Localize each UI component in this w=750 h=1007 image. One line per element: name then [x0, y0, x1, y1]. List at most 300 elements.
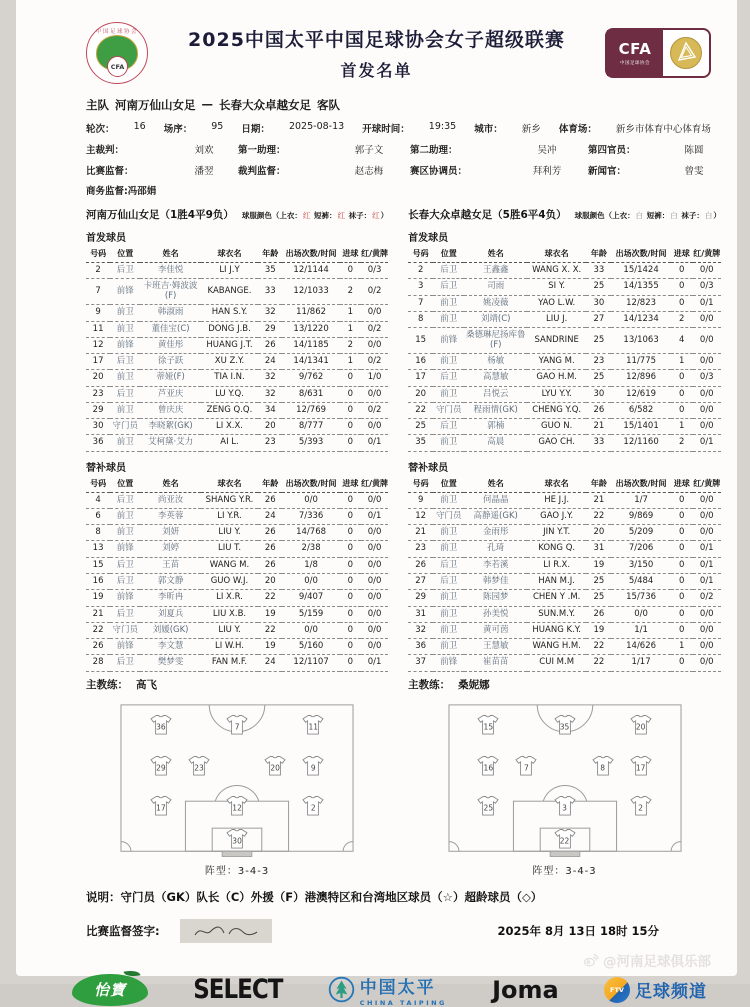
player-cell: 26	[258, 525, 282, 541]
player-cell: 后卫	[110, 386, 140, 402]
player-cell: 24	[258, 354, 282, 370]
player-cell: 李昕冉	[140, 590, 200, 606]
player-cell: 刘夏兵	[140, 606, 200, 622]
player-cell: 2	[408, 263, 433, 279]
player-cell: 8	[408, 311, 433, 327]
field-value: 吴冲	[537, 145, 557, 156]
player-cell: 1	[340, 354, 361, 370]
player-cell: 0/0	[693, 492, 721, 508]
player-cell: 0	[671, 606, 693, 622]
player-cell: LU Y.Q.	[201, 386, 258, 402]
player-cell: 15/1424	[611, 263, 670, 279]
player-cell: 0	[340, 435, 361, 451]
column-header: 球衣名	[201, 246, 258, 263]
player-cell: LIU Y.	[201, 622, 258, 638]
signature-row	[86, 919, 711, 943]
player-row	[86, 639, 388, 655]
field-value: 拜利芳	[532, 166, 562, 177]
player-cell: SHANG Y.R.	[201, 492, 258, 508]
player-cell: 0	[340, 386, 361, 402]
field-value: 曾雯	[684, 166, 704, 177]
player-cell: 0/0	[693, 525, 721, 541]
kit-label: 短裤：	[644, 211, 670, 220]
badge-cfa-text: CFA	[110, 62, 125, 71]
player-cell: 26	[258, 541, 282, 557]
player-cell: 2/38	[282, 541, 339, 557]
player-cell: 0	[671, 295, 693, 311]
player-cell: 12/1144	[282, 263, 339, 279]
player-cell: 11	[86, 321, 110, 337]
formation-jersey-7	[225, 715, 249, 736]
player-cell: 12/769	[282, 402, 339, 418]
column-header: 出场次数/时间	[282, 246, 339, 263]
kit-label: 球服颜色（上衣：	[574, 211, 635, 220]
player-cell: 23	[586, 354, 611, 370]
player-row	[408, 557, 721, 573]
player-cell: 21	[408, 525, 433, 541]
jersey-number: 20	[270, 763, 280, 773]
player-row	[86, 279, 388, 305]
sponsor-select-logo: SELECT	[193, 974, 283, 1005]
formation-jersey-23	[187, 755, 211, 776]
player-cell: 0/0	[611, 606, 670, 622]
player-cell: 0	[671, 402, 693, 418]
player-cell: 31	[586, 541, 611, 557]
cfa-logo-text: CFA	[618, 40, 652, 58]
player-cell: 郭文静	[140, 574, 200, 590]
field-value: 95	[211, 121, 224, 132]
player-cell: 1	[671, 419, 693, 435]
player-cell: 卡班吉·姆波波(F)	[140, 279, 200, 305]
player-cell: 芦亚庆	[140, 386, 200, 402]
player-cell: CUI M.M	[527, 655, 586, 671]
player-cell: 22	[586, 508, 611, 524]
column-header: 进球	[340, 476, 361, 493]
player-row	[408, 541, 721, 557]
player-cell: 0/0	[361, 574, 388, 590]
player-cell: 0/0	[361, 557, 388, 573]
player-cell: 高慧敏	[464, 370, 527, 386]
jersey-number: 9	[310, 763, 316, 773]
player-cell: 26	[258, 557, 282, 573]
player-cell: 2	[671, 435, 693, 451]
player-cell: 27	[586, 311, 611, 327]
player-cell: HAN M.J.	[527, 574, 586, 590]
player-cell: 孙美悦	[464, 606, 527, 622]
player-cell: 12/619	[611, 386, 670, 402]
column-header: 姓名	[464, 476, 527, 493]
player-cell: 0/0	[361, 492, 388, 508]
player-cell: 0/0	[693, 263, 721, 279]
player-cell: 25	[408, 419, 433, 435]
officials-row-2	[86, 163, 711, 177]
player-cell: GAO J.Y.	[527, 508, 586, 524]
player-cell: 25	[586, 590, 611, 606]
player-cell: SI Y.	[527, 279, 586, 295]
player-cell: 20	[586, 525, 611, 541]
player-cell: KONG Q.	[527, 541, 586, 557]
player-cell: 1	[671, 354, 693, 370]
player-cell: 李若溪	[464, 557, 527, 573]
player-cell: HUANG K.Y.	[527, 622, 586, 638]
player-cell: 4	[671, 328, 693, 354]
player-cell: 22	[86, 622, 110, 638]
column-header: 号码	[86, 476, 110, 493]
player-cell: 0/1	[693, 541, 721, 557]
player-row	[408, 590, 721, 606]
jersey-number: 20	[635, 722, 646, 732]
watermark-text: @河南足球俱乐部	[603, 954, 711, 970]
player-cell: 0	[340, 402, 361, 418]
jersey-number: 3	[562, 803, 567, 813]
player-cell: 0	[671, 508, 693, 524]
player-cell: 前锋	[110, 541, 140, 557]
field-label: 比赛监督：	[86, 166, 134, 177]
yibao-text: 怡寶	[93, 981, 126, 1000]
player-cell: 0	[671, 263, 693, 279]
gold-emblem-icon	[663, 30, 709, 76]
player-cell: 董佳宝(C)	[140, 321, 200, 337]
player-cell: 12/896	[611, 370, 670, 386]
player-cell: 0	[671, 622, 693, 638]
player-cell: 0	[340, 639, 361, 655]
away-team-header	[408, 207, 721, 222]
player-cell: ZENG Q.Q.	[201, 402, 258, 418]
taiping-tree-icon	[328, 976, 355, 1003]
player-cell: 22	[586, 655, 611, 671]
field-value: 19:35	[428, 121, 457, 132]
home-starters-table	[86, 246, 388, 452]
player-cell: LI J.Y	[201, 263, 258, 279]
player-cell: 0	[340, 492, 361, 508]
player-cell: 前锋	[433, 655, 464, 671]
player-cell: 22	[258, 622, 282, 638]
player-cell: HAN S.Y.	[201, 305, 258, 321]
kit-shirt-color: 白	[635, 211, 644, 220]
table-header-row	[408, 476, 721, 493]
formation-jersey-9	[301, 755, 325, 776]
player-row	[408, 639, 721, 655]
player-cell: 0/0	[361, 606, 388, 622]
player-cell: 前卫	[433, 435, 464, 451]
jersey-number: 15	[483, 722, 494, 732]
jersey-number: 25	[483, 803, 494, 813]
kit-shirt-color: 红	[302, 211, 311, 220]
column-header: 位置	[433, 476, 464, 493]
player-cell: LIU J.	[527, 311, 586, 327]
player-cell: 后卫	[110, 655, 140, 671]
player-cell: 33	[586, 263, 611, 279]
field-label: 新闻官：	[588, 166, 627, 177]
formation-jersey-17	[629, 755, 653, 776]
column-header: 号码	[86, 246, 110, 263]
player-cell: 0/0	[361, 622, 388, 638]
player-cell: LIU T.	[201, 541, 258, 557]
jersey-number: 17	[635, 763, 646, 773]
match-info-row	[86, 121, 711, 135]
player-cell: 0	[340, 606, 361, 622]
formation-jersey-25	[476, 796, 500, 817]
player-cell: 后卫	[110, 606, 140, 622]
player-cell: 前卫	[110, 435, 140, 451]
player-cell: 前卫	[433, 606, 464, 622]
player-cell: 24	[258, 508, 282, 524]
ftv-channel-text: 足球频道	[634, 982, 707, 1003]
player-cell: 何晶晶	[464, 492, 527, 508]
player-cell: 13/1063	[611, 328, 670, 354]
jersey-number: 23	[194, 763, 204, 773]
column-header: 年龄	[586, 246, 611, 263]
player-cell: 黄佳彤	[140, 337, 200, 353]
player-cell: 14/1234	[611, 311, 670, 327]
player-cell: 14/768	[282, 525, 339, 541]
player-cell: WANG X. X.	[527, 263, 586, 279]
player-cell: 37	[408, 655, 433, 671]
player-cell: 9	[86, 305, 110, 321]
player-cell: 尚亚汝	[140, 492, 200, 508]
player-cell: 刘妍	[140, 525, 200, 541]
kit-socks-color: 红	[372, 211, 380, 220]
column-header: 年龄	[258, 476, 282, 493]
player-cell: 6/582	[611, 402, 670, 418]
player-cell: 23	[258, 435, 282, 451]
player-cell: GUO W.J.	[201, 574, 258, 590]
away-label: 客队	[317, 98, 340, 112]
player-cell: 0/1	[693, 557, 721, 573]
player-cell: SANDRINE	[527, 328, 586, 354]
player-cell: 0/2	[361, 402, 388, 418]
player-cell: 后卫	[433, 574, 464, 590]
player-cell: 9/869	[611, 508, 670, 524]
player-cell: 0/0	[693, 402, 721, 418]
player-cell: 2	[340, 279, 361, 305]
player-cell: 6	[86, 508, 110, 524]
player-cell: LI X.X.	[201, 419, 258, 435]
player-cell: 14/1341	[282, 354, 339, 370]
player-cell: 前锋	[110, 337, 140, 353]
player-cell: 0/3	[693, 370, 721, 386]
field-label: 体育场：	[558, 124, 597, 135]
player-cell: 高静遥(GK)	[464, 508, 527, 524]
player-row	[86, 525, 388, 541]
player-cell: 7	[86, 279, 110, 305]
player-cell: 前卫	[110, 370, 140, 386]
jersey-number: 7	[524, 763, 529, 773]
player-cell: AI L.	[201, 435, 258, 451]
column-header: 年龄	[258, 246, 282, 263]
sponsor-china-taiping-logo	[328, 973, 447, 1007]
player-row	[86, 337, 388, 353]
player-cell: 5/393	[282, 435, 339, 451]
player-cell: 后卫	[110, 492, 140, 508]
player-cell: 0	[340, 370, 361, 386]
coach-label: 主教练：	[86, 678, 128, 691]
player-cell: 21	[586, 492, 611, 508]
player-cell: LIU Y.	[201, 525, 258, 541]
player-cell: 前卫	[110, 321, 140, 337]
player-cell: 孔琦	[464, 541, 527, 557]
player-cell: 0	[340, 525, 361, 541]
player-cell: 0	[340, 541, 361, 557]
player-cell: 13/1220	[282, 321, 339, 337]
home-subs-label: 替补球员	[86, 462, 126, 474]
player-row	[86, 541, 388, 557]
player-cell: 桑德琳尼扬库鲁(F)	[464, 328, 527, 354]
player-cell: 12/1160	[611, 435, 670, 451]
player-cell: 0	[671, 525, 693, 541]
player-cell: 15/736	[611, 590, 670, 606]
player-cell: GAO CH.	[527, 435, 586, 451]
player-row	[86, 574, 388, 590]
player-cell: 0/0	[361, 337, 388, 353]
player-row	[86, 435, 388, 451]
column-header: 球衣名	[527, 476, 586, 493]
player-row	[86, 321, 388, 337]
player-cell: 19	[586, 557, 611, 573]
jersey-number: 16	[483, 763, 494, 773]
column-header: 红/黄牌	[361, 246, 388, 263]
player-cell: 后卫	[433, 557, 464, 573]
formation-jersey-35	[553, 715, 577, 736]
player-cell: 1/17	[611, 655, 670, 671]
player-cell: 30	[586, 386, 611, 402]
player-cell: 23	[86, 386, 110, 402]
player-cell: LIU X.B.	[201, 606, 258, 622]
player-cell: 前卫	[433, 639, 464, 655]
home-formation-pitch	[118, 702, 356, 858]
player-cell: 8/777	[282, 419, 339, 435]
signature-image	[180, 919, 272, 943]
player-cell: 22	[258, 590, 282, 606]
player-cell: 李晓絮(GK)	[140, 419, 200, 435]
field-value: 新乡	[521, 124, 541, 135]
player-cell: 后卫	[433, 279, 464, 295]
player-cell: 0/1	[361, 655, 388, 671]
player-cell: 26	[258, 492, 282, 508]
player-cell: 12/823	[611, 295, 670, 311]
teams-section	[86, 207, 721, 877]
player-cell: 0/0	[693, 354, 721, 370]
player-cell: 12/1107	[282, 655, 339, 671]
ftv-globe-icon	[604, 977, 630, 1003]
player-cell: 3	[408, 279, 433, 295]
player-cell: 1	[340, 305, 361, 321]
player-cell: 26	[586, 606, 611, 622]
player-row	[86, 402, 388, 418]
player-cell: 前锋	[433, 328, 464, 354]
cfa-logo-right	[605, 28, 711, 78]
player-cell: 0	[340, 263, 361, 279]
player-row	[86, 263, 388, 279]
player-cell: 崔苗苗	[464, 655, 527, 671]
player-cell: 0/2	[361, 321, 388, 337]
player-cell: 后卫	[110, 354, 140, 370]
player-cell: 23	[408, 541, 433, 557]
player-cell: 前卫	[433, 541, 464, 557]
formation-jersey-2	[629, 796, 653, 817]
away-coach-line	[408, 677, 721, 692]
player-row	[408, 492, 721, 508]
home-coach-line	[86, 677, 388, 692]
formation-jersey-20	[263, 755, 287, 776]
player-cell: 20	[86, 370, 110, 386]
player-row	[408, 508, 721, 524]
sponsor-yibao-logo	[72, 974, 148, 1006]
player-cell: LI Y.R.	[201, 508, 258, 524]
jersey-number: 36	[156, 722, 166, 732]
player-cell: 24	[258, 655, 282, 671]
field-value: 潘翌	[194, 166, 214, 177]
cfa-badge-left	[86, 22, 148, 84]
player-cell: 艾柯黛·艾力	[140, 435, 200, 451]
player-cell: 17	[408, 370, 433, 386]
player-row	[86, 354, 388, 370]
field-label: 日期：	[241, 124, 270, 135]
player-cell: 30	[586, 295, 611, 311]
player-cell: 0/1	[693, 295, 721, 311]
player-cell: 14/1185	[282, 337, 339, 353]
page-title: 2025中国太平中国足球协会女子超级联赛	[188, 29, 565, 51]
player-row	[408, 263, 721, 279]
player-cell: 前卫	[433, 590, 464, 606]
player-cell: SUN.M.Y.	[527, 606, 586, 622]
player-cell: LI W.H.	[201, 639, 258, 655]
paper	[16, 0, 737, 1007]
sponsor-ftv-logo	[604, 977, 707, 1003]
player-row	[408, 354, 721, 370]
jersey-number: 35	[559, 722, 570, 732]
field-label: 第二助理：	[410, 145, 458, 156]
field-label: 轮次：	[86, 124, 115, 135]
column-header: 姓名	[140, 246, 200, 263]
jersey-number: 17	[156, 803, 166, 813]
player-cell: 后卫	[110, 574, 140, 590]
kit-socks-color: 白	[704, 211, 713, 220]
home-team-column	[86, 207, 388, 877]
player-cell: 36	[86, 435, 110, 451]
player-cell: 后卫	[110, 557, 140, 573]
player-cell: 8	[86, 525, 110, 541]
player-cell: 7/336	[282, 508, 339, 524]
page-subtitle: 首发名单	[340, 61, 413, 80]
player-cell: 25	[586, 370, 611, 386]
home-starters-label: 首发球员	[86, 233, 126, 244]
player-row	[86, 606, 388, 622]
column-header: 出场次数/时间	[611, 246, 670, 263]
player-cell: 李英蓉	[140, 508, 200, 524]
player-cell: 前卫	[433, 492, 464, 508]
player-cell: CHENG Y.Q.	[527, 402, 586, 418]
player-cell: 前卫	[433, 311, 464, 327]
business-supervisor: 商务监督:冯邵娟	[86, 186, 157, 197]
player-row	[408, 279, 721, 295]
away-subs-label: 替补球员	[408, 462, 449, 474]
field-label: 第一助理：	[238, 145, 286, 156]
field-value: 16	[133, 121, 146, 132]
player-cell: YANG M.	[527, 354, 586, 370]
column-header: 位置	[110, 476, 140, 493]
coach-label: 主教练：	[408, 678, 451, 691]
player-cell: 前卫	[110, 402, 140, 418]
column-header: 姓名	[140, 476, 200, 493]
player-row	[408, 370, 721, 386]
player-cell: 李文慧	[140, 639, 200, 655]
badge-football-icon	[107, 56, 128, 77]
player-cell: 2	[86, 263, 110, 279]
signature-datetime: 2025年 8月 13日 18时 15分	[497, 923, 659, 938]
jersey-number: 2	[638, 803, 644, 813]
player-cell: 后卫	[110, 263, 140, 279]
